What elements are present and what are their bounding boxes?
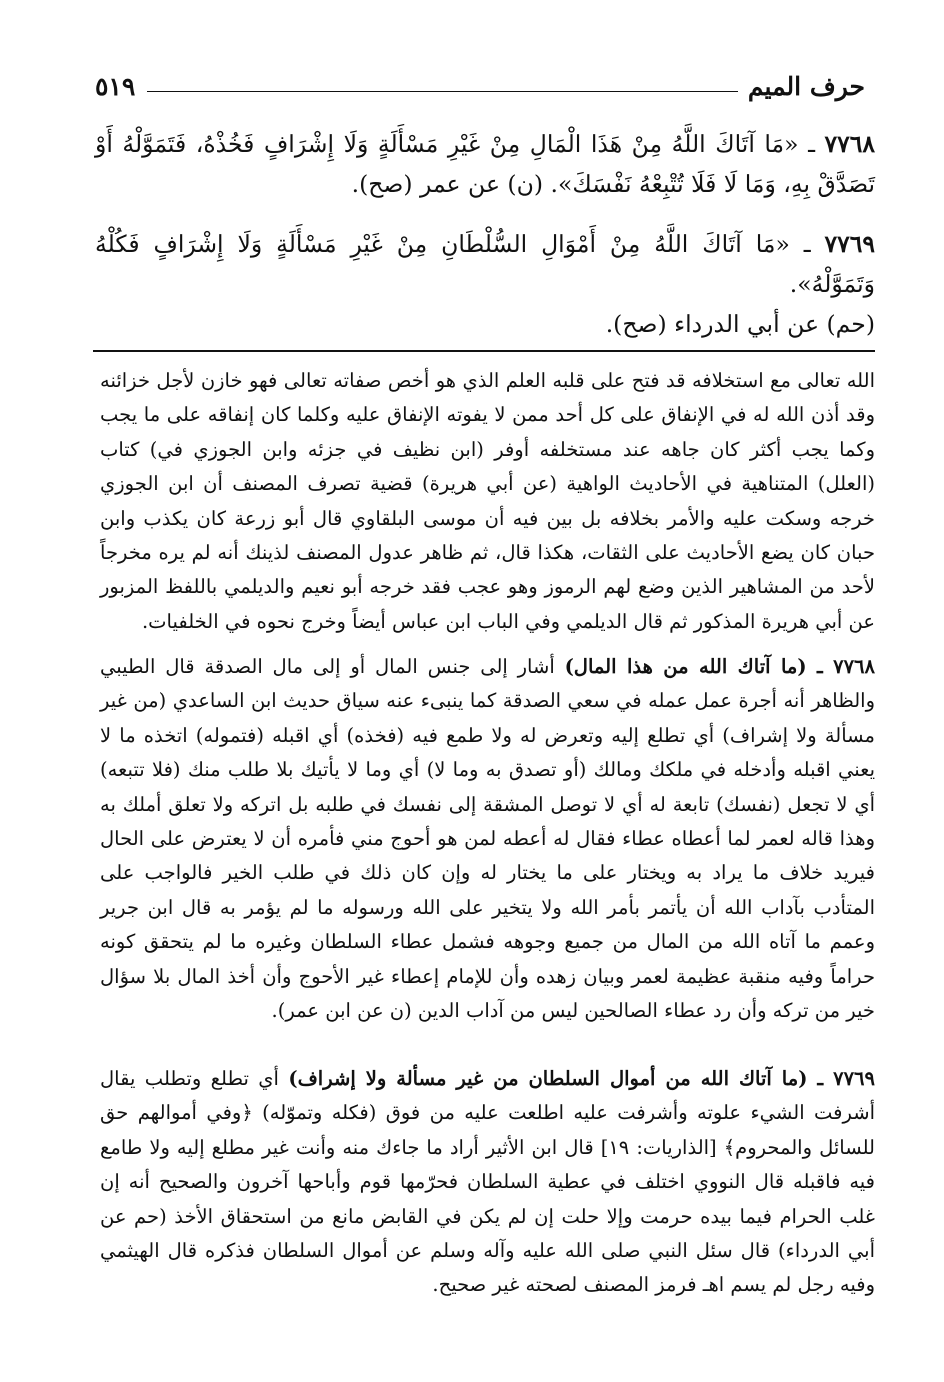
hadith-number: ٧٧٦٨ [824,130,875,158]
commentary-text: أي تطلع وتطلب يقال أشرفت الشيء علوته وأشرفت عليه اطلعت عليه من فوق (فكله وتموّله) ﴿وفي أموالهم حق للسائل والمحروم﴾ [الذاريات: ١٩] قال ابن الأثير أراد ما جاءك منه وأنت غير مطلع إليه ولا طامع فيه فاقبله قال النووي اختلف في عطية السلطان فحرّمها قوم وأباحها آخرون والصحيح أنه إن غلب الحرام فيما بيده حرمت وإلا حلت إن لم يكن في القابض مانع من استحقاق الأخذ (حم عن أبي الدرداء) قال سئل النبي صلى الله عليه وآله وسلم عن أموال السلطان فذكره قال الهيثمي وفيه رجل لم يسم اهـ فرمز المصنف لصحته غير صحيح. [100,1067,875,1297]
hadith-text: ـ «مَا آتَاكَ اللَّهُ مِنْ هَذَا الْمَالِ مِنْ غَيْرِ مَسْأَلَةٍ وَلَا إِشْرَافٍ فَخُذْهُ، فَتَمَوَّلْهُ أَوْ تَصَدَّقْ بِهِ، وَمَا لَا فَلَا تُتْبِعْهُ نَفْسَكَ». (ن) عن عمر (صح). [95,130,875,198]
running-title: حرف الميم [747,71,865,101]
hadith-7768 [95,124,875,204]
hadith-number: ٧٧٦٩ [824,230,875,258]
section-divider [93,350,875,352]
page-number: ٥١٩ [95,71,136,101]
hadith-7769 [95,224,875,344]
commentary-7769 [100,1062,875,1303]
commentary-lead: ـ (ما آتاك الله من أموال السلطان من غير مسألة ولا إشراف) [288,1067,834,1090]
hadith-text: ـ «مَا آتَاكَ اللَّهُ مِنْ أَمْوَالِ السُّلْطَانِ مِنْ غَيْرِ مَسْأَلَةٍ وَلَا إِشْرَافٍ فَكُلْهُ وَتَمَوَّلْهُ». [95,230,875,298]
commentary-7768 [100,650,875,1028]
page-header [95,66,865,106]
header-rule [147,91,738,92]
commentary-continuation: الله تعالى مع استخلافه قد فتح على قلبه العلم الذي هو أخص صفاته تعالى فهو خازن لأجل خزائنه وقد أذن الله له في الإنفاق على كل أحد ممن لا يفوته الإنفاق عليه وكلما كان إنفاقه على ما يجب وكما يجب أكثر كان جاهه عند مستخلفه أوفر (ابن نظيف في جزئه وابن الجوزي في) كتاب (العلل) المتناهية في الأحاديث الواهية (عن أبي هريرة) قضية تصرف المصنف أن ابن الجوزي خرجه وسكت عليه والأمر بخلافه بل بين فيه أن موسى البلقاوي قال أبو زرعة كان يكذب وابن حبان كان يضع الأحاديث على الثقات، هكذا قال، ثم ظاهر عدول المصنف لذينك أنه لم يره مخرجاً لأحد من المشاهير الذين وضع لهم الرموز وهو عجب فقد خرجه أبو نعيم والديلمي باللفظ المزبور عن أبي هريرة المذكور ثم قال الديلمي وفي الباب ابن عباس أيضاً وخرج نحوه في الخلفيات. [100,369,875,633]
commentary-text: أشار إلى جنس المال أو إلى مال الصدقة قال الطيبي والظاهر أنه أجرة عمل عمله في سعي الصدقة كما ينبىء عنه سياق حديث ابن الساعدي (من غير مسألة ولا إشراف) أي تطلع إليه وتعرض له ولا طمع فيه (فخذه) أي اقبله (فتموله) اتخذه ما لا يعني اقبله وأدخله في ملكك ومالك (أو تصدق به وما لا) أي وما لا يأتيك بلا طلب منك (فلا تتبعه) أي لا تجعل (نفسك) تابعة له أي لا توصل المشقة إلى نفسك في طلبه بل اتركه ولا تعلق أملك به وهذا قاله لعمر لما أعطاه عطاء فقال له أعطه لمن هو أحوج مني فأمره أن لا يعترض على الحال فيريد خلاف ما يراد به ويختار على ما يختار له وإن كان ذلك في طلب الخير فالواجب على المتأدب بآداب الله أن يأتمر بأمر الله ولا يتخير على الله ورسوله ما لم يؤمر به قال ابن جرير وعمم ما آتاه الله من المال من جميع وجوهه فشمل عطاء السلطان وغيره ما لم يتحقق كونه حراماً وفيه منقبة عظيمة لعمر وبيان زهده وأن للإمام إعطاء غير الأحوج وأن أخذ المال بلا سؤال خير من تركه وأن رد عطاء الصالحين ليس من آداب الدين (ن عن ابن عمر). [100,655,875,1023]
commentary-number: ٧٧٦٩ [833,1067,876,1090]
hadith-reference: (حم) عن أبي الدرداء (صح). [605,310,875,338]
commentary-number: ٧٧٦٨ [833,655,876,678]
commentary-lead: ـ (ما آتاك الله من هذا المال) [564,655,834,678]
